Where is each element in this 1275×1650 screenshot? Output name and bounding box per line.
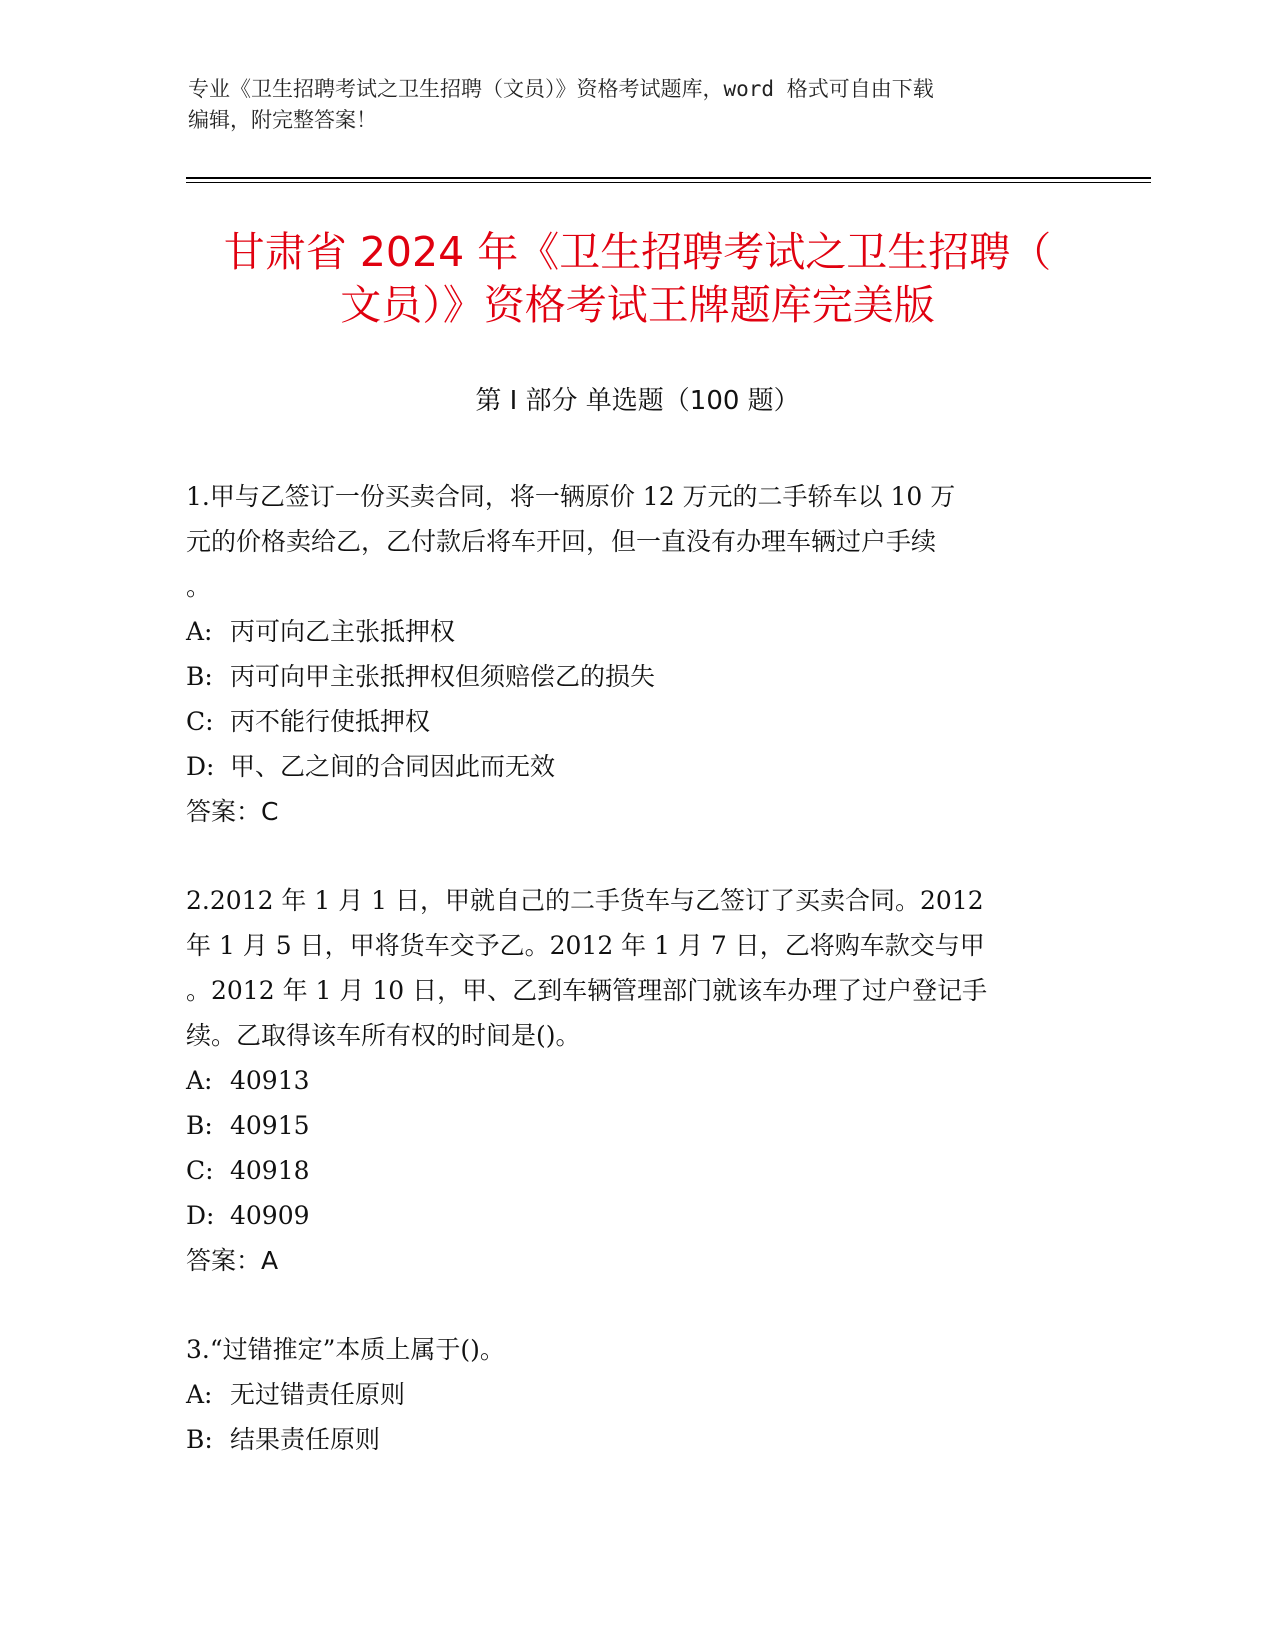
option-letter: B: — [186, 1425, 213, 1454]
question-stem-line: 1.甲与乙签订一份买卖合同，将一辆原价 12 万元的二手轿车以 10 万 — [186, 482, 956, 511]
header-note — [188, 74, 1088, 136]
header-rule-thick — [186, 177, 1151, 179]
question-1 — [186, 474, 1086, 834]
document-title — [150, 226, 1125, 332]
option-text: 丙不能行使抵押权 — [230, 707, 431, 736]
question-stem — [186, 878, 1086, 1058]
option-letter: A: — [186, 1380, 213, 1409]
option-b — [186, 654, 1086, 699]
option-text: 甲、乙之间的合同因此而无效 — [230, 752, 556, 781]
option-letter: B: — [186, 1111, 213, 1140]
option-b — [186, 1103, 1086, 1148]
question-stem-line: 。2012 年 1 月 10 日，甲、乙到车辆管理部门就该车办理了过户登记手 — [186, 976, 988, 1005]
option-d — [186, 1193, 1086, 1238]
question-stem — [186, 1327, 1086, 1372]
answer-line: 答案：C — [186, 797, 279, 826]
option-text: 丙可向甲主张抵押权但须赔偿乙的损失 — [230, 662, 656, 691]
option-letter: B: — [186, 662, 213, 691]
option-letter: C: — [186, 707, 214, 736]
option-letter: C: — [186, 1156, 214, 1185]
header-rule-thin — [186, 182, 1151, 183]
option-text: 无过错责任原则 — [230, 1380, 406, 1409]
question-2 — [186, 878, 1086, 1283]
document-title-line-1: 甘肃省 2024 年《卫生招聘考试之卫生招聘（ — [223, 228, 1052, 276]
option-letter: D: — [186, 752, 215, 781]
question-list — [186, 474, 1086, 1506]
option-c — [186, 1148, 1086, 1193]
answer-line: 答案：A — [186, 1246, 279, 1275]
option-text: 40909 — [230, 1201, 310, 1230]
question-stem-line: 年 1 月 5 日，甲将货车交予乙。2012 年 1 月 7 日，乙将购车款交与甲 — [186, 931, 985, 960]
option-text: 40918 — [230, 1156, 310, 1185]
question-stem-line: 元的价格卖给乙，乙付款后将车开回，但一直没有办理车辆过户手续 — [186, 527, 937, 556]
question-stem-line: 。 — [186, 572, 212, 601]
option-a — [186, 1058, 1086, 1103]
document-title-line-2: 文员）》资格考试王牌题库完美版 — [340, 281, 935, 329]
option-b — [186, 1417, 1086, 1462]
question-3 — [186, 1327, 1086, 1462]
question-stem-line: 2.2012 年 1 月 1 日，甲就自己的二手货车与乙签订了买卖合同。2012 — [186, 886, 984, 915]
option-letter: D: — [186, 1201, 215, 1230]
option-a — [186, 1372, 1086, 1417]
option-text: 丙可向乙主张抵押权 — [230, 617, 456, 646]
option-letter: A: — [186, 1066, 213, 1095]
option-a — [186, 609, 1086, 654]
option-letter: A: — [186, 617, 213, 646]
section-heading: 第 I 部分 单选题（100 题） — [475, 386, 800, 416]
option-text: 40915 — [230, 1111, 310, 1140]
option-d — [186, 744, 1086, 789]
question-stem-line: 续。乙取得该车所有权的时间是()。 — [186, 1021, 581, 1050]
option-text: 结果责任原则 — [230, 1425, 381, 1454]
header-note-line-2: 编辑，附完整答案！ — [188, 108, 377, 132]
question-stem — [186, 474, 1086, 609]
option-text: 40913 — [230, 1066, 310, 1095]
header-note-line-1: 专业《卫生招聘考试之卫生招聘（文员）》资格考试题库，word 格式可自由下载 — [188, 77, 934, 101]
option-c — [186, 699, 1086, 744]
question-stem-line: 3.“过错推定”本质上属于()。 — [186, 1335, 505, 1364]
